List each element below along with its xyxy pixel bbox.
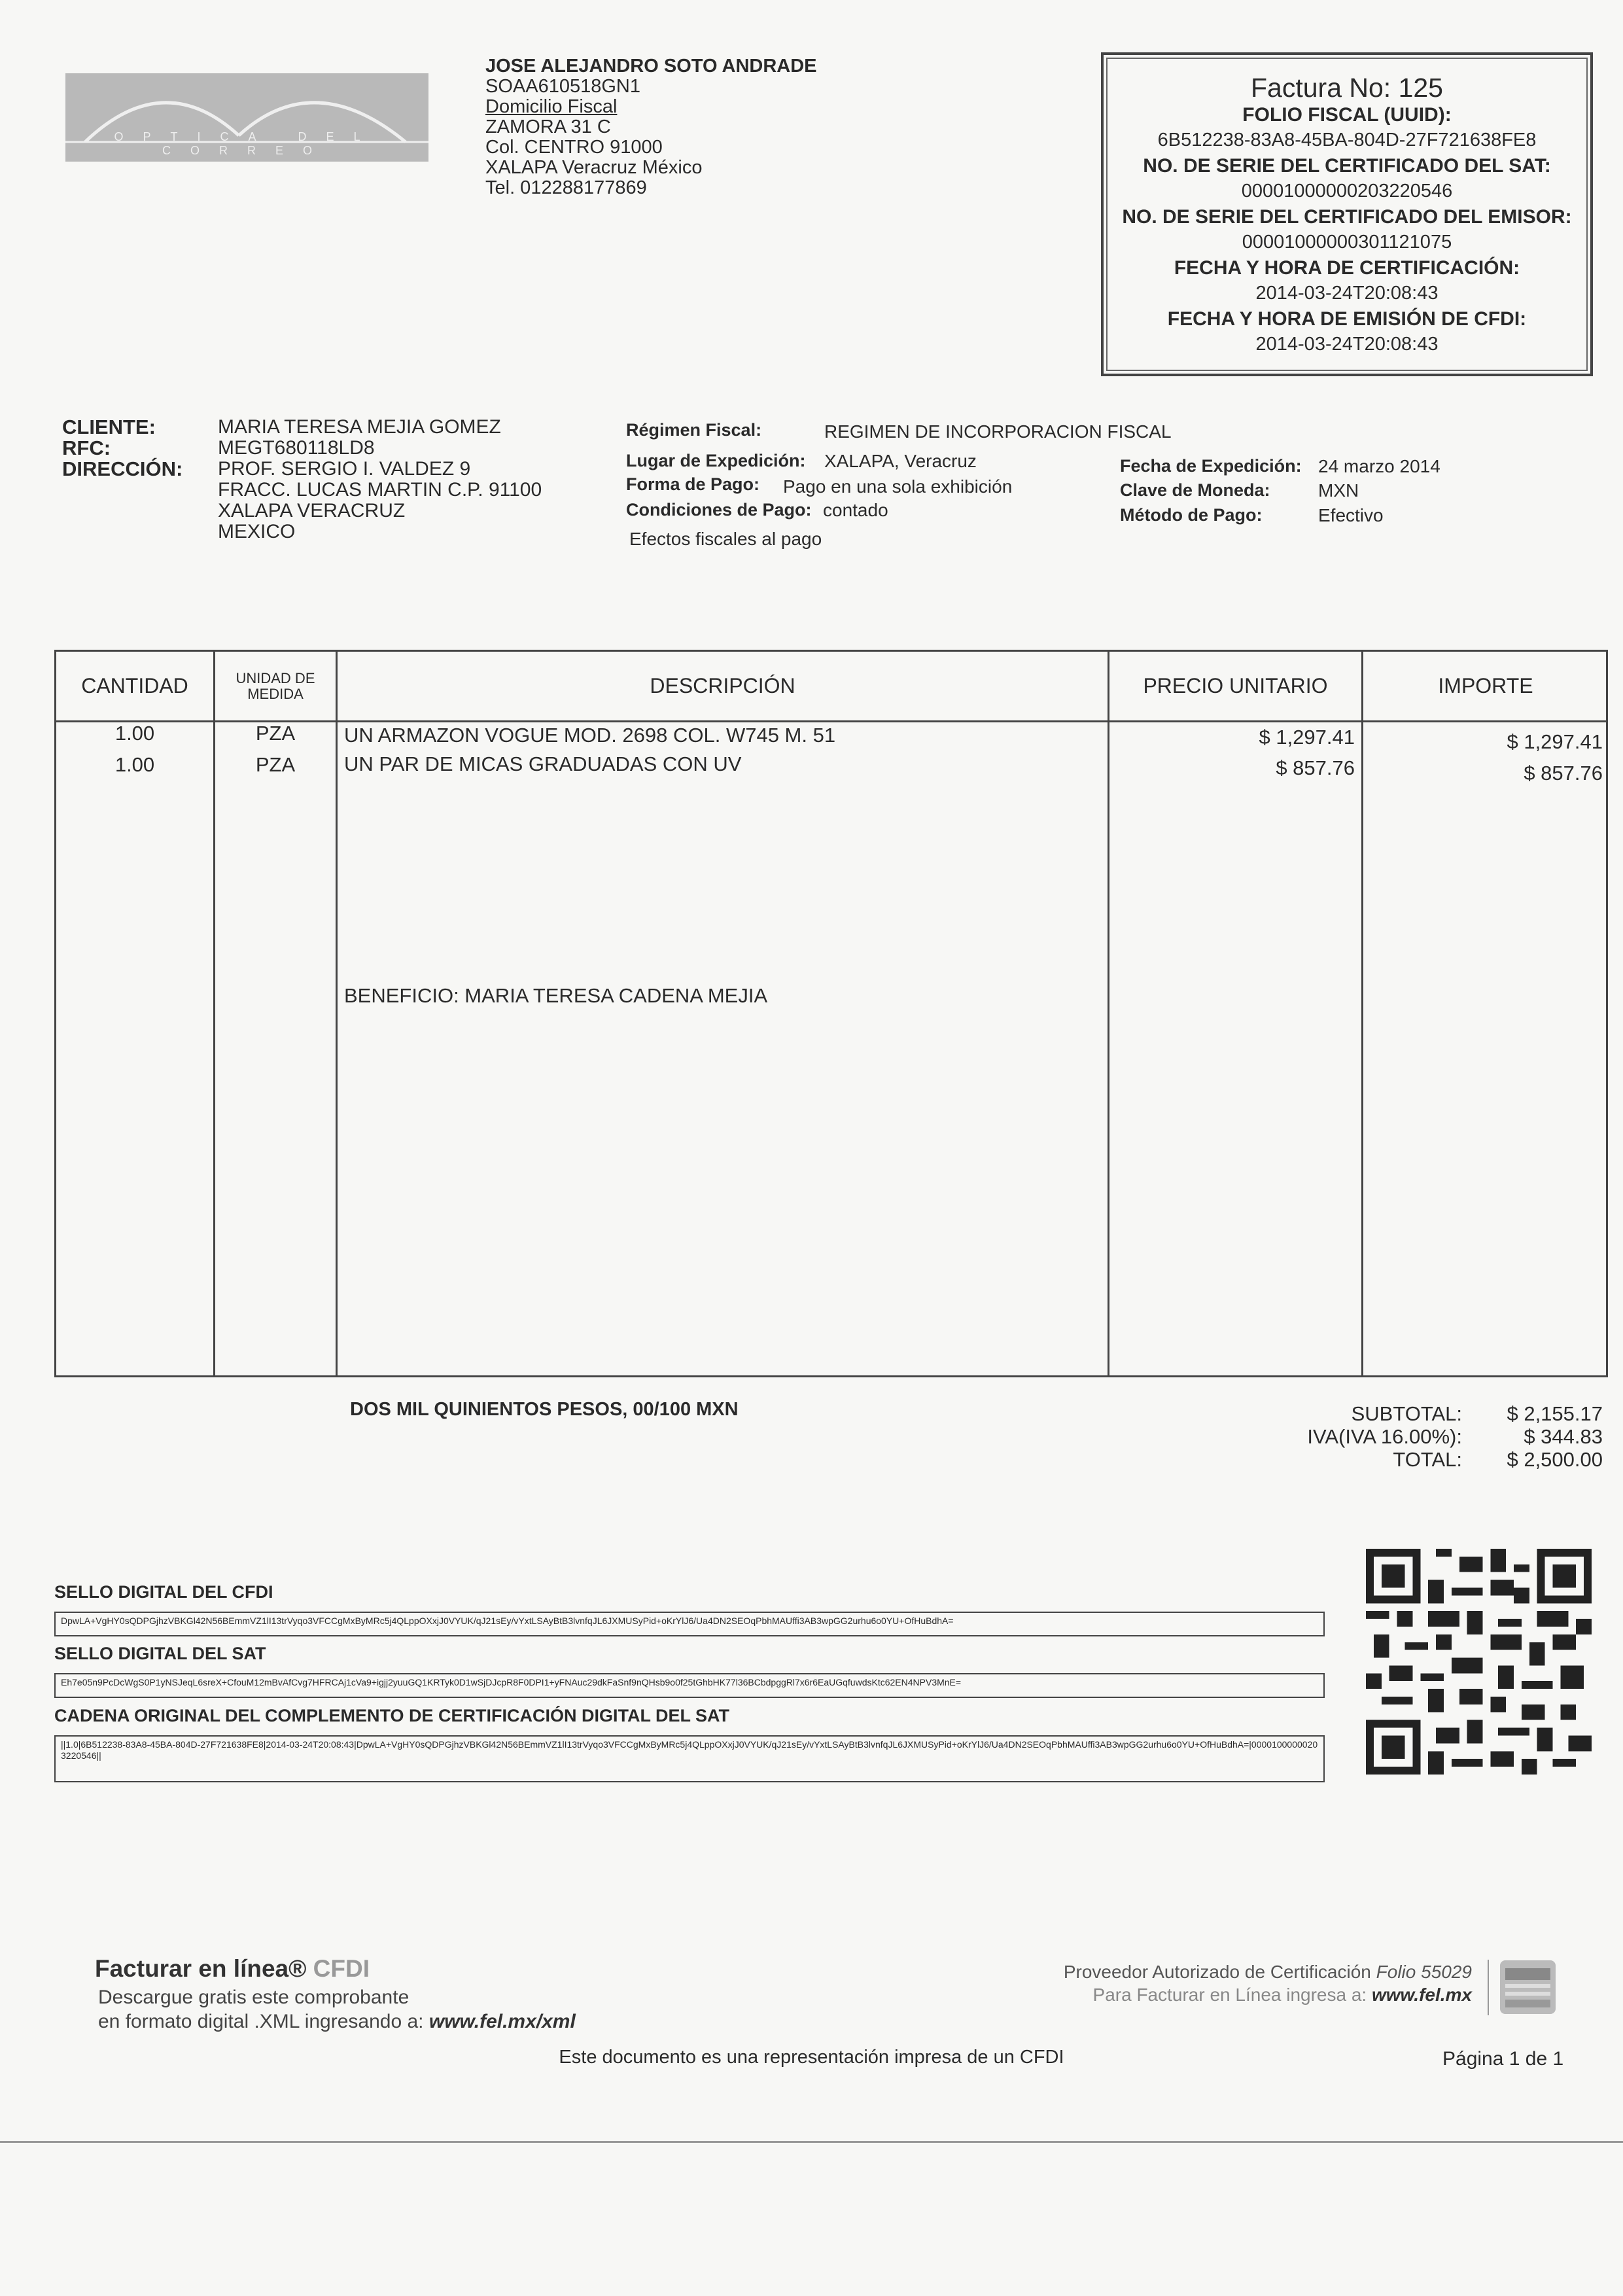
row1-descripcion: UN ARMAZON VOGUE MOD. 2698 COL. W745 M. 51 [344, 724, 836, 747]
invoice-info-box [1101, 52, 1593, 376]
client-addr2: FRACC. LUCAS MARTIN C.P. 91100 [218, 479, 542, 501]
client-rfc: MEGT680118LD8 [218, 437, 375, 459]
fel-line1: Descargue gratis este comprobante [98, 1987, 410, 2008]
emission-date-label: FECHA Y HORA DE EMISIÓN DE CFDI: [1167, 308, 1527, 330]
client-addr3: XALAPA VERACRUZ [218, 500, 406, 521]
moneda-label: Clave de Moneda: [1120, 480, 1270, 500]
sello-cfdi-box: DpwLA+VgHY0sQDPGjhzVBKGl42N56BEmmVZ1lI13trVyqo3VFCCgMxByMRc5j4QLppOXxjJ0VYUK/qJ21sEy/vYxtLSAyBtB3lvnfqJL6JXMUSyPid+oKrYlJ6/Ua4DN2SEOqPbhMAUffi3AB3wpGG2urhu6o0YU+OfHuBdhA= [54, 1612, 1325, 1636]
folio-label: FOLIO FISCAL (UUID): [1242, 104, 1452, 126]
row1-importe: $ 1,297.41 [1507, 730, 1603, 753]
row1-unidad: PZA [255, 722, 296, 745]
direccion-label: DIRECCIÓN: [62, 457, 183, 480]
cert-date-label: FECHA Y HORA DE CERTIFICACIÓN: [1174, 257, 1520, 279]
items-table [54, 650, 1608, 1377]
fel-brand-cfdi: CFDI [313, 1955, 370, 1982]
row2-descripcion: UN PAR DE MICAS GRADUADAS CON UV [344, 752, 742, 775]
sello-sat-box: Eh7e05n9PcDcWgS0P1yNSJeqL6sreX+CfouM12mBvAfCvg7HFRCAj1cVa9+igjj2yuuGQ1KRTyk0D1wSjDJcpR8F0DPI1+yFNAuc29dkFaSnf9nQHsb9o0f25tGhbHK77l36BCbdpggRl7x6r6EaUGqfuwdsKtc62EN4NPV3MnE= [54, 1673, 1325, 1698]
cliente-label: CLIENTE: [62, 415, 156, 438]
pac-line2 [981, 1985, 1472, 2005]
moneda-value: MXN [1318, 480, 1359, 501]
company-logo [65, 73, 428, 162]
cadena-label: CADENA ORIGINAL DEL COMPLEMENTO DE CERTIFICACIÓN DIGITAL DEL SAT [54, 1706, 730, 1725]
pac-prefix: Proveedor Autorizado de Certificación [1063, 1962, 1371, 1982]
row2-unidad: PZA [255, 753, 296, 776]
fel-brand [95, 1955, 370, 1983]
lugar-value: XALAPA, Veracruz [824, 451, 977, 471]
row1-precio: $ 1,297.41 [1259, 726, 1355, 749]
iva-label: IVA(IVA 16.00%): [1307, 1425, 1462, 1448]
emisor-cert-value: 00001000000301121075 [1242, 232, 1452, 253]
beneficio-text: BENEFICIO: MARIA TERESA CADENA MEJIA [344, 984, 768, 1007]
header-cantidad: CANTIDAD [81, 674, 188, 698]
regimen-label: Régimen Fiscal: [626, 420, 762, 440]
issuer-city: XALAPA Veracruz México [485, 157, 703, 178]
forma-label: Forma de Pago: [626, 474, 760, 494]
forma-value: Pago en una sola exhibición [783, 476, 1013, 497]
invoice-number: Factura No: 125 [1251, 73, 1443, 103]
issuer-colonia: Col. CENTRO 91000 [485, 137, 663, 158]
subtotal-value: $ 2,155.17 [1507, 1402, 1603, 1425]
cfdi-note: Este documento es una representación impresa de un CFDI [559, 2047, 1064, 2068]
issuer-domicilio-label: Domicilio Fiscal [485, 96, 618, 117]
header-precio: PRECIO UNITARIO [1143, 674, 1328, 698]
iva-value: $ 344.83 [1524, 1425, 1603, 1448]
certification-seal-icon [1487, 1956, 1560, 2019]
issuer-rfc: SOAA610518GN1 [485, 76, 640, 97]
client-labels [62, 417, 183, 480]
client-addr4: MEXICO [218, 521, 296, 542]
metodo-label: Método de Pago: [1120, 505, 1263, 525]
rfc-label: RFC: [62, 436, 111, 459]
total-value: $ 2,500.00 [1507, 1448, 1603, 1471]
amount-in-words: DOS MIL QUINIENTOS PESOS, 00/100 MXN [350, 1399, 739, 1420]
sello-sat-label: SELLO DIGITAL DEL SAT [54, 1644, 266, 1663]
emisor-cert-label: NO. DE SERIE DEL CERTIFICADO DEL EMISOR: [1122, 206, 1572, 228]
fel-line2-prefix: en formato digital .XML ingresando a: [98, 2011, 424, 2032]
emission-date-value: 2014-03-24T20:08:43 [1255, 334, 1439, 355]
issuer-tel: Tel. 012288177869 [485, 177, 647, 198]
condiciones-label: Condiciones de Pago: [626, 500, 812, 520]
page-number: Página 1 de 1 [1442, 2048, 1564, 2070]
metodo-value: Efectivo [1318, 505, 1384, 525]
pac-folio: Folio 55029 [1376, 1962, 1472, 1982]
header-unidad: UNIDAD DE MEDIDA [236, 669, 315, 702]
condiciones-value: contado [823, 500, 888, 520]
header-descripcion: DESCRIPCIÓN [650, 674, 795, 698]
logo-text: OPTICA DEL CORREO [114, 130, 380, 157]
cert-date-value: 2014-03-24T20:08:43 [1255, 283, 1439, 304]
cadena-box: ||1.0|6B512238-83A8-45BA-804D-27F721638FE8|2014-03-24T20:08:43|DpwLA+VgHY0sQDPGjhzVBKGl42N56BEmmVZ1lI13trVyqo3VFCCgMxByMRc5j4QLppOXxjJ0VYUK/qJ21sEy/vYxtLSAyBtB3lvnfqJL6JXMUSyPid+oKrYlJ6/Ua4DN2SEOqPbhMAUffi3AB3wpGG2urhu6o0YU+OfHuBdhA=|00001000000203220546|| [54, 1735, 1325, 1782]
client-name: MARIA TERESA MEJIA GOMEZ [218, 416, 501, 438]
client-addr1: PROF. SERGIO I. VALDEZ 9 [218, 458, 471, 480]
pac-line1 [981, 1962, 1472, 1983]
sello-cfdi-label: SELLO DIGITAL DEL CFDI [54, 1582, 273, 1602]
folio-value: 6B512238-83A8-45BA-804D-27F721638FE8 [1157, 130, 1537, 150]
fecha-label: Fecha de Expedición: [1120, 456, 1302, 476]
subtotal-label: SUBTOTAL: [1351, 1402, 1462, 1425]
row2-cantidad: 1.00 [114, 753, 155, 776]
issuer-name: JOSE ALEJANDRO SOTO ANDRADE [485, 56, 817, 77]
row1-cantidad: 1.00 [114, 722, 155, 745]
client-values [218, 417, 542, 542]
regimen-value: REGIMEN DE INCORPORACION FISCAL [824, 421, 1172, 442]
sat-cert-value: 00001000000203220546 [1241, 181, 1453, 202]
bottom-divider [0, 2141, 1623, 2143]
row2-importe: $ 857.76 [1524, 762, 1603, 785]
header-importe: IMPORTE [1438, 674, 1533, 698]
sat-cert-label: NO. DE SERIE DEL CERTIFICADO DEL SAT: [1143, 155, 1551, 177]
fel-line2 [98, 2011, 576, 2033]
row2-precio: $ 857.76 [1276, 756, 1355, 779]
issuer-street: ZAMORA 31 C [485, 116, 611, 137]
qr-code-icon [1366, 1549, 1592, 1775]
total-label: TOTAL: [1393, 1448, 1462, 1471]
fecha-value: 24 marzo 2014 [1318, 456, 1440, 476]
lugar-label: Lugar de Expedición: [626, 451, 806, 470]
fel-brand-name: Facturar en línea® [95, 1955, 307, 1982]
fel-xml-link[interactable]: www.fel.mx/xml [428, 2011, 576, 2032]
efectos-text: Efectos fiscales al pago [629, 529, 822, 549]
fel-link[interactable]: www.fel.mx [1371, 1985, 1472, 2005]
issuer-info [485, 56, 817, 198]
pac2-prefix: Para Facturar en Línea ingresa a: [1092, 1985, 1367, 2005]
